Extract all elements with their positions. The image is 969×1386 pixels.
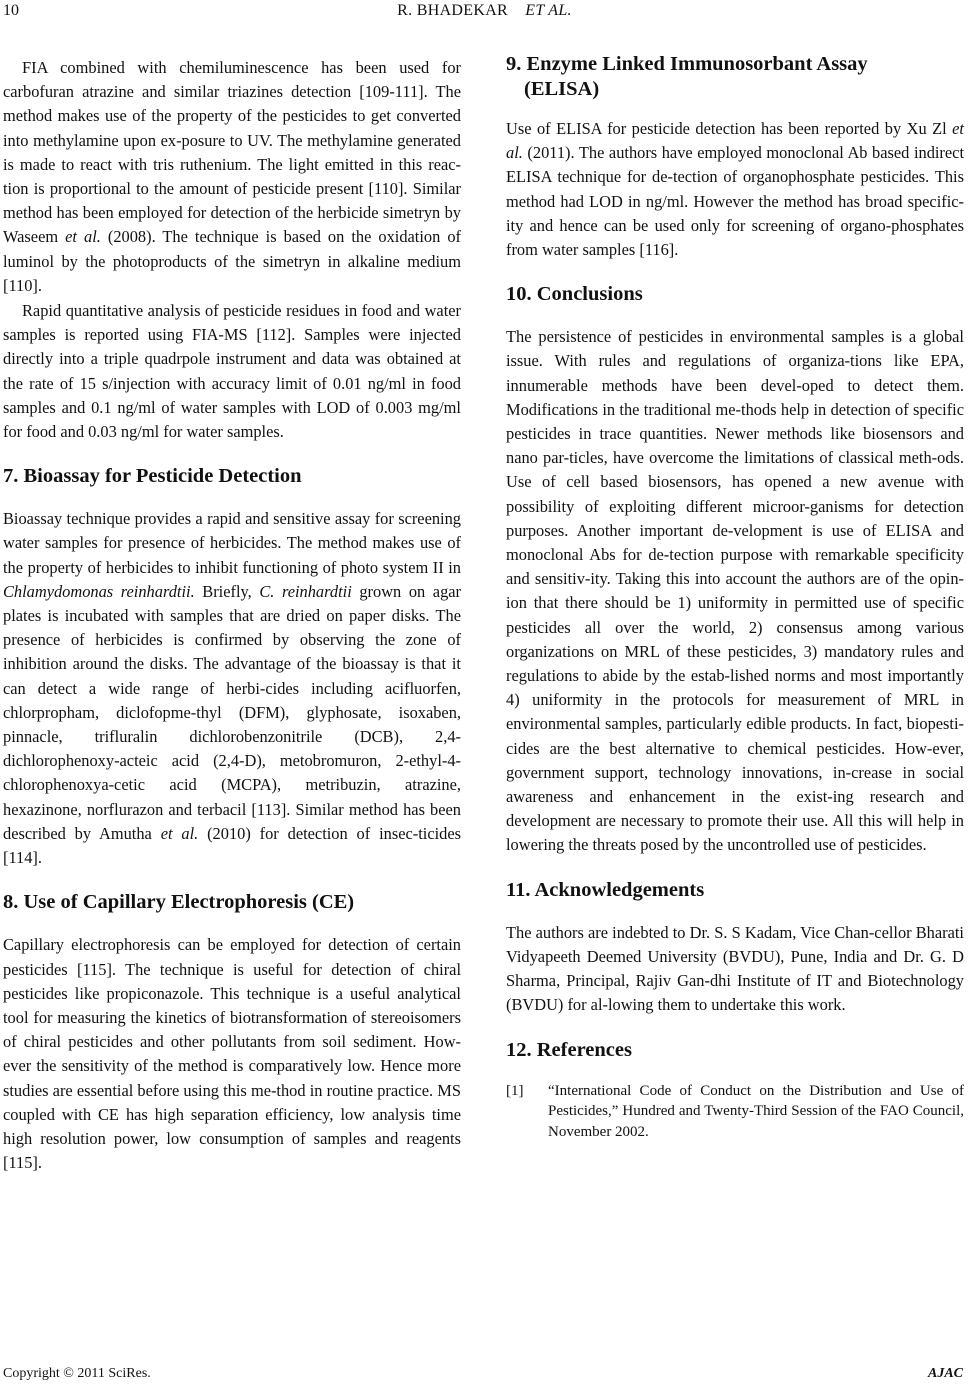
text-run: (2008). The technique is based on the oxidation of luminol by the photoproducts of the simetryn in alkaline medium [110]. xyxy=(3,227,461,295)
section-heading-11: 11. Acknowledgements xyxy=(506,878,705,901)
section-heading-12: 12. References xyxy=(506,1038,632,1061)
paragraph-conclusions: The persistence of pesticides in environmental samples is a global issue. With rules and regulations of organiza-tions like EPA, innumerable methods have been devel-oped to detect them. Modifications in the traditional me-thods help in detection of specific pesticides in trace quantities. Newer methods like biosensors and nano par-ticles, have overcome the limitations of classical meth-ods. Use of cell based biosensors, has opened a new avenue with possibility of exploiting different microor-ganisms for detection purposes. Another important de-velopment is use of ELISA and monoclonal Abs for de-tection purpose with remarkable specificity and sensitiv-ity. Taking this into account the authors are of the opin-ion that there should be 1) uniformity in permitted use of specific pesticides all over the world, 2) consensus among various organizations on MRL of these pesticides, 3) mandatory rules and regulations to abide by the estab-lished norms and most importantly 4) uniformity in the protocols for measurement of MRL in environmental samples, particularly edible products. In fact, biopesti-cides are the best alternative to chemical pesticides. How-ever, government support, technology innovations, in-crease in social awareness and enhancement in the exist-ing research and development are necessary to promote their use. All this will help in lowering the threats posed by the uncontrolled use of pesticides. xyxy=(506,327,964,855)
paragraph-bioassay xyxy=(3,507,461,870)
page-number: 10 xyxy=(3,2,19,19)
heading-line: (ELISA) xyxy=(524,78,600,100)
species-italic: C. reinhardtii xyxy=(259,581,352,601)
paragraph-acknowledgements: The authors are indebted to Dr. S. S Kadam, Vice Chan-cellor Bharati Vidyapeeth Deemed University (BVDU), Pune, India and Dr. G. D Sharma, Principal, Rajiv Gan-dhi Institute of IT and Biotechnology (BVDU) for al-lowing them to undertake this work. xyxy=(506,922,964,1015)
text-run: grown on agar plates is incubated with samples that are dried on paper disks. The presence of herbicides is confirmed by observing the zone of inhibition around the disks. The advantage of the bioassay is that it can detect a wide range of herbi-cides including acifluorfen, chlorpropham, diclofopme-thyl (DFM), glyphosate, isoxaben, pinnacle, trifluralin dichlorobenzonitrile (DCB), 2,4-dichlorophenoxy-acteic acid (2,4-D), metobromuron, 2-ethyl-4-chlorophenoxya-cetic acid (MCPA), metribuzin, atrazine, hexazinone, norflurazon and terbacil [113]. Similar method has been described by Amutha xyxy=(3,581,462,843)
reference-number: [1] xyxy=(506,1082,524,1099)
running-head-author: R. BHADEKAR xyxy=(397,2,509,19)
reference-item xyxy=(506,1081,964,1143)
section-heading-7: 7. Bioassay for Pesticide Detection xyxy=(3,465,302,488)
paragraph-elisa xyxy=(506,117,964,262)
right-column xyxy=(506,52,964,1142)
running-head xyxy=(0,2,969,20)
text-run: Use of ELISA for pesticide detection has been reported by Xu Zl xyxy=(506,119,953,138)
paragraph-fia-chemiluminescence xyxy=(3,56,461,298)
etal-italic: et al. xyxy=(160,823,199,843)
footer-journal: AJAC xyxy=(927,1366,963,1381)
etal-italic: et al. xyxy=(65,227,101,247)
text-run: Bioassay technique provides a rapid and sensitive assay for screening water samples for presence of herbicides. The method makes use of the property of herbicides to inhibit functioning of photo system II in xyxy=(3,509,461,577)
text-run: (2011). The authors have employed monoclonal Ab based indirect ELISA technique for de-tection of organophosphate pesticides. This method had LOD in ng/ml. However the method has broad specific-ity and hence can be used only for screening of organo-phosphates from water samples [116]. xyxy=(506,143,964,260)
etal-italic: et al. xyxy=(506,119,964,163)
paragraph-fia-ms: Rapid quantitative analysis of pesticide residues in food and water samples is reported using FIA-MS [112]. Samples were injected directly into a triple quadrpole instrument and data was obtained at the rate of 15 s/injection with accuracy limit of 0.01 ng/ml in food samples and 0.1 ng/ml of water samples with LOD of 0.003 mg/ml for food and 0.03 ng/ml for water samples. xyxy=(3,301,461,442)
section-heading-8: 8. Use of Capillary Electrophoresis (CE) xyxy=(3,891,355,914)
footer-copyright: Copyright © 2011 SciRes. xyxy=(3,1366,151,1381)
section-heading-9 xyxy=(506,52,964,102)
paragraph-capillary-electrophoresis: Capillary electrophoresis can be employed for detection of certain pesticides [115]. The technique is useful for detection of chiral pesticides like propiconazole. This technique is a useful analytical tool for measuring the kinetics of biotransformation of stereoisomers of chiral pesticides and other pollutants from soil sediment. How-ever the sensitivity of the method is comparatively low. Hence more studies are essential before using this me-thod in routine practice. MS coupled with CE has high separation efficiency, low analysis time high resolution power, low consumption of samples and reagents [115]. xyxy=(3,935,461,1173)
text-run: (2010) for detection of insec-ticides [114]. xyxy=(3,823,461,868)
text-run: Briefly, xyxy=(194,581,260,601)
left-column xyxy=(3,56,461,1175)
reference-text: “International Code of Conduct on the Distribution and Use of Pesticides,” Hundred and Twenty-Third Session of the FAO Council, November 2002. xyxy=(548,1082,964,1140)
heading-line: 9. Enzyme Linked Immunosorbant Assay xyxy=(506,53,868,75)
running-head-etal: ET AL. xyxy=(525,2,572,19)
section-heading-10: 10. Conclusions xyxy=(506,283,643,306)
species-italic: Chlamydomonas reinhardtii. xyxy=(3,581,195,601)
text-run: FIA combined with chemiluminescence has been used for carbofuran atrazine and similar triazines detection [109-111]. The method makes use of the property of the pesticides to get converted into methylamine upon ex-posure to UV. The methylamine generated is made to react with tris ruthenium. The light emitted in this reac-tion is proportional to the amount of pesticide present [110]. Similar method has been employed for detection of the herbicide simetryn by Waseem xyxy=(3,58,461,247)
